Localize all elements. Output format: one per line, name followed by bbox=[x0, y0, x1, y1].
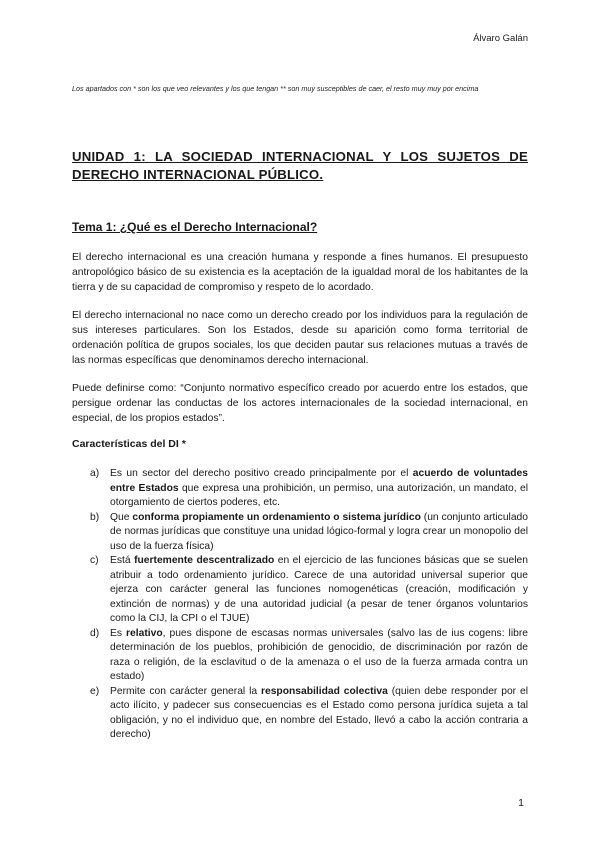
page-number: 1 bbox=[518, 797, 524, 809]
list-item-text: que expresa una prohibición, un permiso, una autorización, un mandato, el otorgamiento de ciertos poderes, etc. bbox=[110, 482, 528, 508]
list-item-text: Es un sector del derecho positivo creado principalmente por el bbox=[110, 468, 413, 479]
list-item-text: Que bbox=[110, 511, 133, 523]
paragraph-3: Puede definirse como: “Conjunto normativo específico creado por acuerdo entre los estados, que persigue ordenar las conductas de los actores internacionales de la sociedad internacional, en especial, de los propios estados”. bbox=[72, 383, 528, 424]
list-item-bold: fuertemente descentralizado bbox=[134, 555, 275, 566]
list-item-bold: acuerdo de voluntades entre Estados bbox=[110, 468, 529, 494]
list-item-bold: relativo bbox=[126, 627, 163, 639]
list-marker: c) bbox=[90, 555, 99, 566]
tema-title: Tema 1: ¿Qué es el Derecho Internacional? bbox=[72, 220, 318, 234]
list-item bbox=[90, 554, 528, 627]
list-item-text: en el ejercicio de las funciones básicas que se suelen atribuir a todo ordenamiento jurídico. Carece de una autoridad universal superior que ejerza con carácter general las funciones nomogenéticas (creación, modificación y extinción de normas) y de una autoridad judicial (a pesar de tener órganos voluntarios como la CIJ, la CPI o el TJUE) bbox=[110, 555, 529, 624]
paragraph-1: El derecho internacional es una creación humana y responde a fines humanos. El presupuesto antropológico básico de su existencia es la aceptación de la igualdad moral de los habitantes de la tierra y de su capacidad de compromiso y respeto de lo acordado. bbox=[72, 252, 528, 293]
list-item-text: (quien debe responder por el acto ilícito, y padecer sus consecuencias es el Estado como persona jurídica sujeta a tal obligación, y no el individuo que, en nombre del Estado, llevó a cabo la acción contraria a derecho) bbox=[110, 685, 528, 740]
list-item bbox=[90, 511, 528, 555]
list-item-bold: responsabilidad colectiva bbox=[260, 685, 388, 697]
list-item bbox=[90, 627, 528, 685]
paragraph-2: El derecho internacional no nace como un derecho creado por los individuos para la regulación de sus intereses particulares. Son los Estados, desde su aparición como forma territorial de ordenación política de grupos sociales, los que deciden pautar sus relaciones mutuas a través de las normas específicas que denominamos derecho internacional. bbox=[72, 310, 528, 366]
list-item bbox=[90, 467, 528, 511]
list-item-text: (un conjunto articulado de normas jurídicas que constituye una unidad lógico-formal y logra crear un monopolio del uso de la fuerza física) bbox=[110, 511, 529, 552]
list-item-text: , pues dispone de escasas normas universales (salvo las de ius cogens: libre determinación de los pueblos, prohibición de genocidio, de discriminación por razón de raza o religión, de la esclavitud o de la amenaza o el uso de la fuerza armada contra un estado) bbox=[110, 627, 528, 682]
list-marker: a) bbox=[90, 468, 100, 479]
list-marker: d) bbox=[90, 627, 100, 639]
list-item bbox=[90, 685, 528, 743]
list-item-text: Es bbox=[110, 627, 126, 639]
characteristics-list bbox=[90, 467, 528, 743]
characteristics-title: Características del DI * bbox=[72, 438, 186, 450]
list-marker: e) bbox=[90, 685, 100, 697]
list-item-text: Está bbox=[110, 555, 135, 566]
list-item-bold: conforma propiamente un ordenamiento o sistema jurídico bbox=[132, 511, 421, 523]
list-item-text: Permite con carácter general la bbox=[110, 685, 261, 697]
relevance-note: Los apartados con * son los que veo relevantes y los que tengan ** son muy susceptibles de caer, el resto muy muy por encima bbox=[72, 84, 479, 93]
unit-title: UNIDAD 1: LA SOCIEDAD INTERNACIONAL Y LOS SUJETOS DE DERECHO INTERNACIONAL PÚBLICO. bbox=[72, 149, 528, 182]
header-author: Álvaro Galán bbox=[473, 33, 528, 44]
list-marker: b) bbox=[90, 511, 100, 523]
